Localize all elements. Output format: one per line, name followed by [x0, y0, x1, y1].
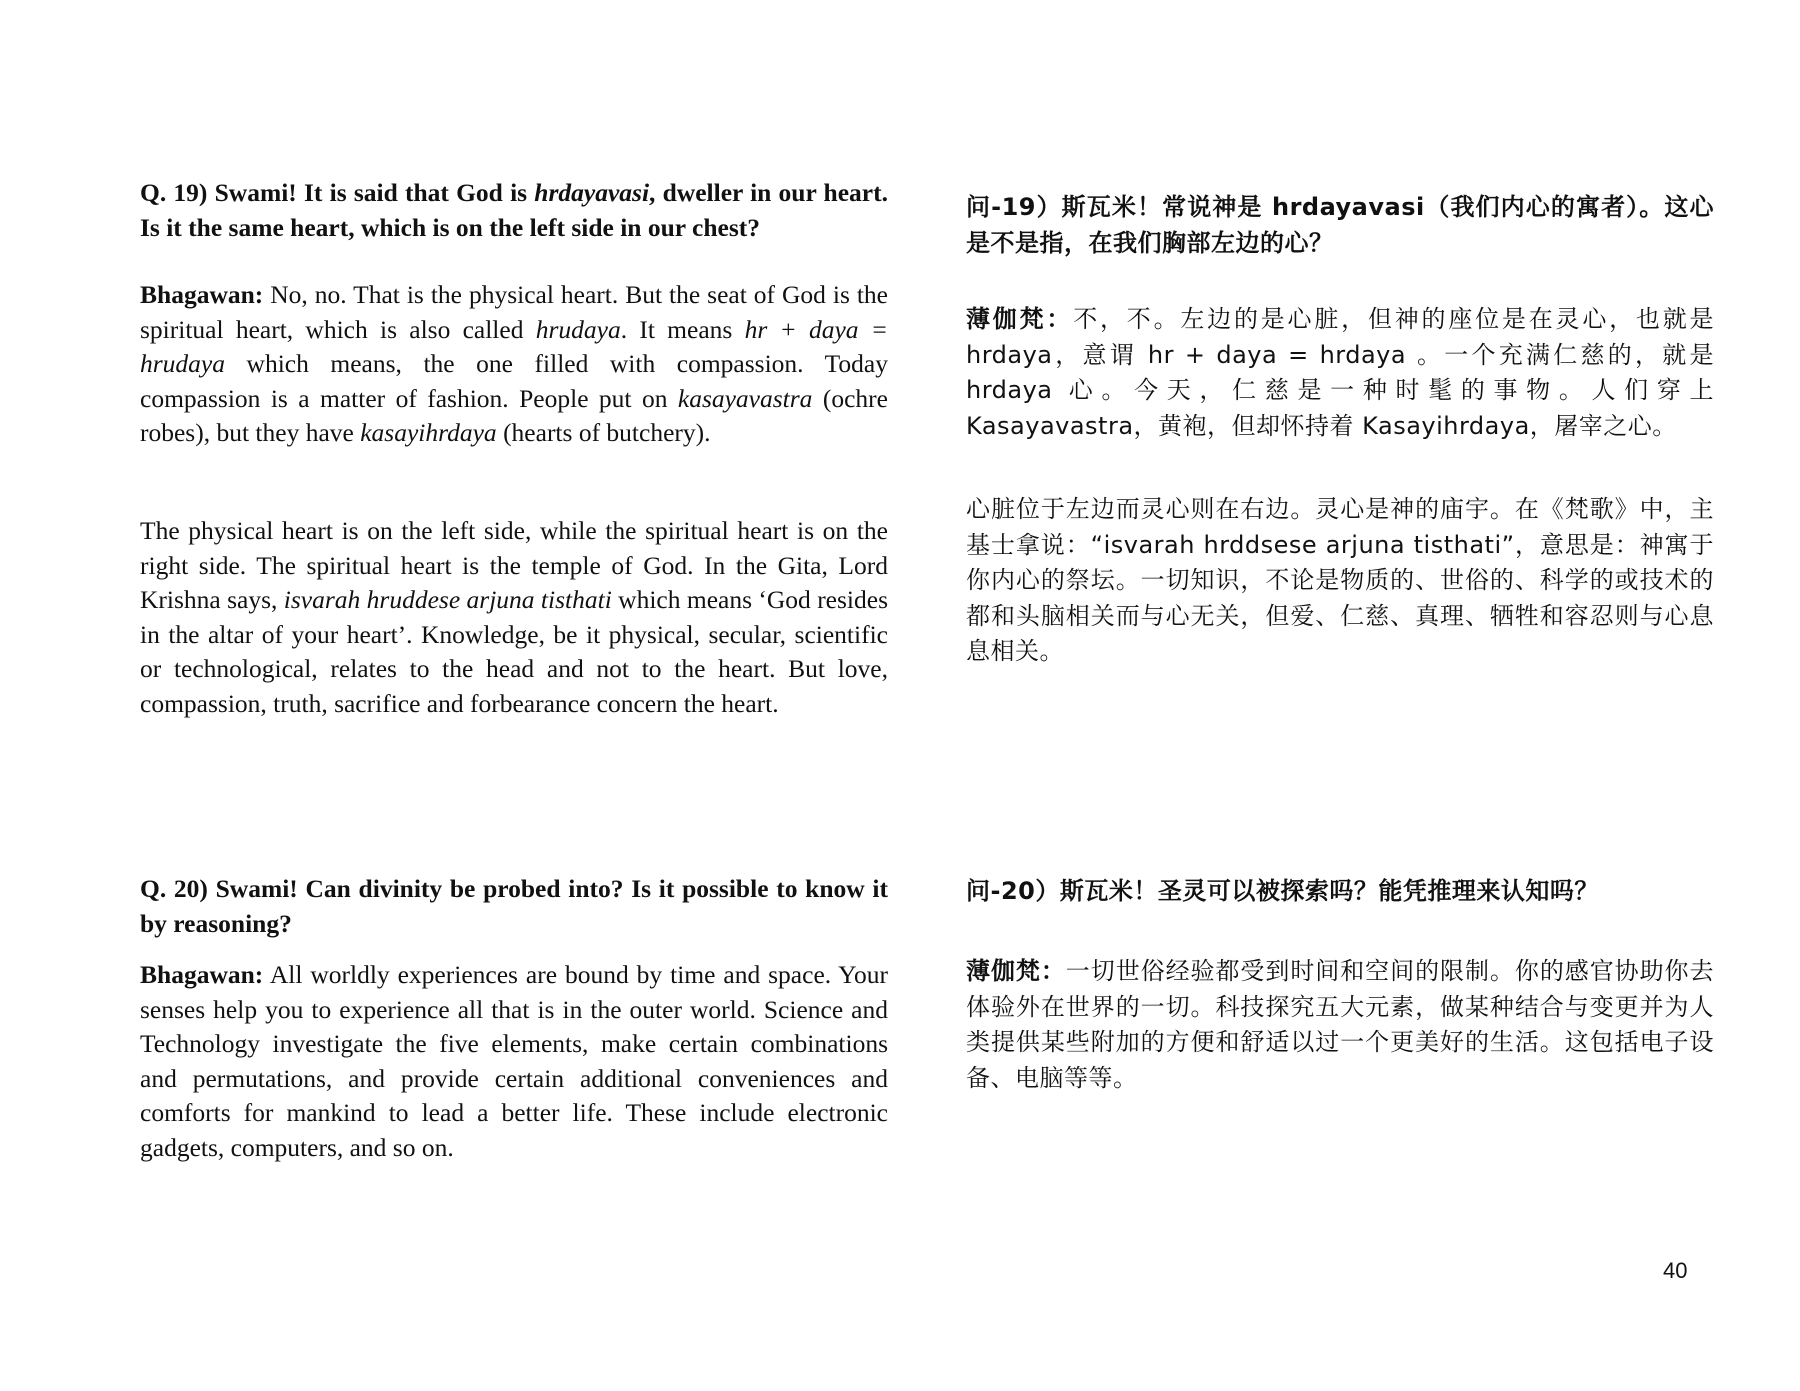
q19-paragraph2-zh: 心脏位于左边而灵心则在右边。灵心是神的庙宇。在《梵歌》中，主基士拿说：“isvarah hrddsese arjuna tisthati”，意思是：神寓于你内心的祭坛。一切知识，不论是物质的、世俗的、科学的或技术的都和头脑相关而与心无关，但爱、仁慈、真理、牺牲和容忍则与心息息相关。 [966, 495, 1714, 665]
q20-question-en: Q. 20) Swami! Can divinity be probed into? Is it possible to know it by reasoning? [140, 874, 888, 938]
page-number: 40 [1663, 1258, 1688, 1283]
q19-paragraph2-en: The physical heart is on the left side, while the spiritual heart is on the right side. The spiritual heart is the temple of God. In the Gita, Lord Krishna says, isvarah hruddese arjuna tisthati which means ‘God resides in the altar of your heart’. Knowledge, be it physical, secular, scientific or technological, relates to the head and not to the heart. But love, compassion, truth, sacrifice and forbearance concern the heart. [140, 516, 889, 718]
q20-question-zh: 问-20）斯瓦米！圣灵可以被探索吗？能凭推理来认知吗？ [966, 877, 1599, 905]
q20-answer-en: Bhagawan: All worldly experiences are bound by time and space. Your senses help you to experience all that is in the outer world. Science and Technology investigate the five elements, make certain combinations and permutations, and provide certain additional conveniences and comforts for mankind to lead a better life. These include electronic gadgets, computers, and so on. [140, 960, 888, 1162]
answer-label: 薄伽梵： [966, 957, 1066, 985]
q19-english-block [140, 176, 888, 245]
q19-answer-en: Bhagawan: No, no. That is the physical heart. But the seat of God is the spiritual heart, which is also called hrudaya. It means hr + daya = hrudaya which means, the one filled with compassion. Today compassion is a matter of fashion. People put on kasayavastra (ochre robes), but they have kasayihrdaya (hearts of butchery). [140, 280, 888, 447]
q19-question-zh: 问-19）斯瓦米！常说神是 hrdayavasi（我们内心的寓者）。这心是不是指，在我们胸部左边的心？ [966, 193, 1714, 257]
q19-answer-zh: 薄伽梵：不，不。左边的是心脏，但神的座位是在灵心，也就是 hrdaya，意谓 hr + daya = hrdaya 。一个充满仁慈的，就是 hrdaya 心。今天，仁慈是一种时髦的事物。人们穿上 Kasayavastra，黄袍，但却怀持着 Kasayihrdaya，屠宰之心。 [966, 305, 1715, 440]
q19-question-en: Q. 19) Swami! It is said that God is hrdayavasi, dweller in our heart. Is it the same heart, which is on the left side in our chest? [140, 178, 888, 242]
answer-label: Bhagawan: [140, 960, 264, 989]
q20-answer-zh: 薄伽梵：一切世俗经验都受到时间和空间的限制。你的感官协助你去体验外在世界的一切。科技探究五大元素，做某种结合与变更并为人类提供某些附加的方便和舒适以过一个更美好的生活。这包括电子设备、电脑等等。 [966, 957, 1715, 1092]
answer-label: Bhagawan: [140, 280, 264, 309]
answer-label: 薄伽梵： [966, 305, 1074, 333]
